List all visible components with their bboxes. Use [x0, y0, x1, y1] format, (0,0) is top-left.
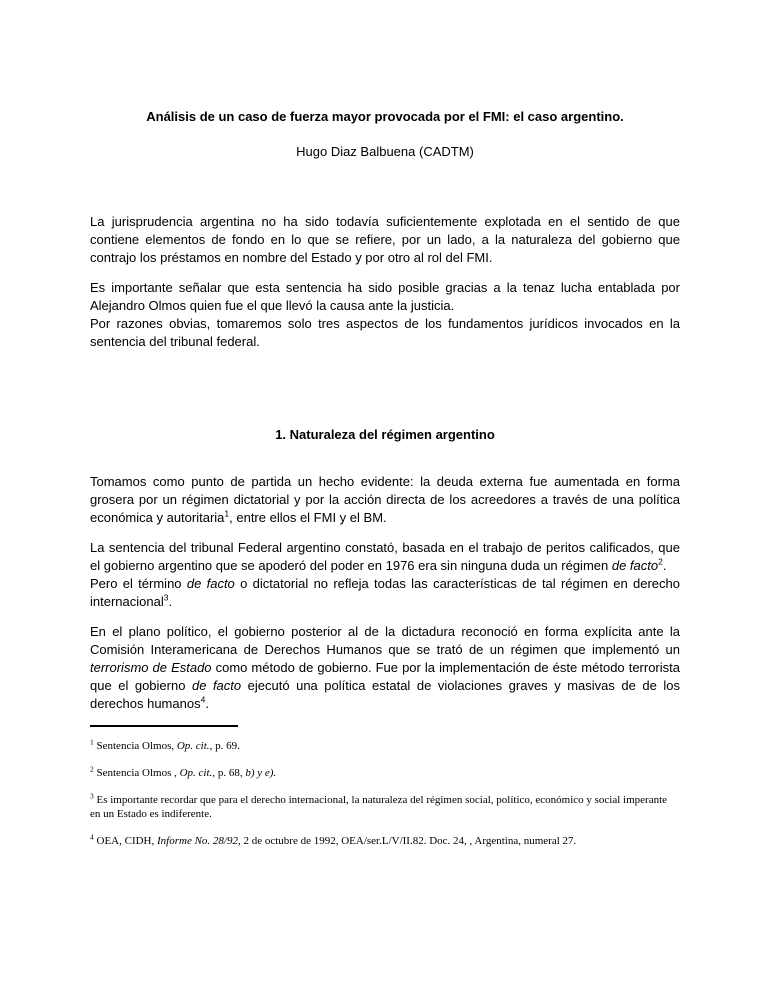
footnote-text: Es importante recordar que para el derecho internacional, la naturaleza del régimen social, político, económico y social imperante en un Estado es indiferente. [90, 794, 668, 820]
text-segment: , entre ellos el FMI y el BM. [229, 510, 387, 525]
text-segment: Pero el término [90, 576, 187, 591]
footnote-text: Sentencia Olmos, [93, 740, 177, 752]
paragraph-5 [90, 623, 680, 713]
footnote-marker: 4 [90, 832, 94, 842]
footnote-marker: 3 [90, 791, 94, 801]
text-segment: En el plano político, el gobierno posterior al de la dictadura reconoció en forma explícita ante la Comisión Interamericana de Derechos Humanos que se trató de un régimen que implementó un [90, 624, 680, 657]
text-segment: ejecutó una política estatal de violaciones graves y masivas de de los derechos humanos [90, 678, 680, 711]
footnote-1 [90, 739, 680, 753]
paragraph-3 [90, 473, 680, 527]
footnote-text: , 2 de octubre de 1992, OEA/ser.L/V/II.82. Doc. 24, , Argentina, numeral 27. [237, 835, 577, 847]
footnote-3 [90, 793, 680, 821]
text-segment-italic: de facto [611, 558, 659, 573]
footnote-separator-rule [90, 725, 238, 727]
text-segment: . [662, 558, 667, 573]
footnote-2 [90, 766, 680, 780]
text-segment-italic: de facto [191, 678, 242, 693]
footnote-marker: 1 [90, 737, 94, 747]
text-segment: . [205, 696, 209, 711]
text-segment-italic: de facto [186, 576, 235, 591]
paragraph-4-part-a [90, 539, 680, 575]
footnote-text: , p. 69. [209, 740, 240, 752]
footnote-ref-1: 1 [224, 508, 230, 519]
footnote-ref-2: 2 [658, 556, 663, 567]
footnotes-section [90, 725, 680, 848]
footnote-text-italic: Op. cit. [176, 740, 210, 752]
section-heading: 1. Naturaleza del régimen argentino [275, 427, 495, 442]
footnote-ref-3: 3 [163, 592, 169, 603]
paragraph-2-line-1: Es importante señalar que esta sentencia ha sido posible gracias a la tenaz lucha entablada por Alejandro Olmos quien fue el que llevó la causa ante la justicia. [90, 280, 680, 313]
paragraph-4 [90, 539, 680, 611]
text-segment: . [168, 594, 173, 609]
document-title: Análisis de un caso de fuerza mayor provocada por el FMI: el caso argentino. [146, 109, 624, 124]
footnote-4 [90, 834, 680, 848]
text-segment: o dictatorial no refleja todas las características de tal régimen en derecho internacional [90, 576, 680, 609]
footnote-ref-4: 4 [200, 694, 206, 705]
footnote-text: Sentencia Olmos , [93, 767, 180, 779]
paragraph-2-line-2: Por razones obvias, tomaremos solo tres aspectos de los fundamentos jurídicos invocados en la sentencia del tribunal federal. [90, 316, 680, 349]
byline: Hugo Diaz Balbuena (CADTM) [296, 144, 474, 159]
footnote-text: , p. 68, [212, 767, 246, 779]
paragraph-4-part-b [90, 575, 680, 611]
paragraph-1: La jurisprudencia argentina no ha sido todavía suficientemente explotada en el sentido de que contiene elementos de fondo en lo que se refiere, por un lado, a la naturaleza del gobierno que contrajo los préstamos en nombre del Estado y por otro al rol del FMI. [90, 214, 680, 265]
text-segment: Tomamos como punto de partida un hecho evidente: la deuda externa fue aumentada en forma grosera por un régimen dictatorial y por la acción directa de los acreedores a través de una política económica y autoritaria [90, 474, 680, 525]
footnote-text-italic: Op. cit. [179, 767, 213, 779]
text-segment-italic: terrorismo de Estado [90, 660, 212, 675]
footnote-text-italic: b) y e). [245, 767, 277, 779]
footnote-marker: 2 [90, 764, 94, 774]
paragraph-2 [90, 279, 680, 351]
text-segment: como método de gobierno. Fue por la implementación de éste método terrorista que el gobierno [90, 660, 680, 693]
text-segment: La sentencia del tribunal Federal argentino constató, basada en el trabajo de peritos calificados, que el gobierno argentino que se apoderó del poder en 1976 era sin ninguna duda un régimen [90, 540, 680, 573]
footnote-text: OEA, CIDH, [93, 835, 157, 847]
footnote-text-italic: Informe No. 28/92 [157, 835, 238, 847]
